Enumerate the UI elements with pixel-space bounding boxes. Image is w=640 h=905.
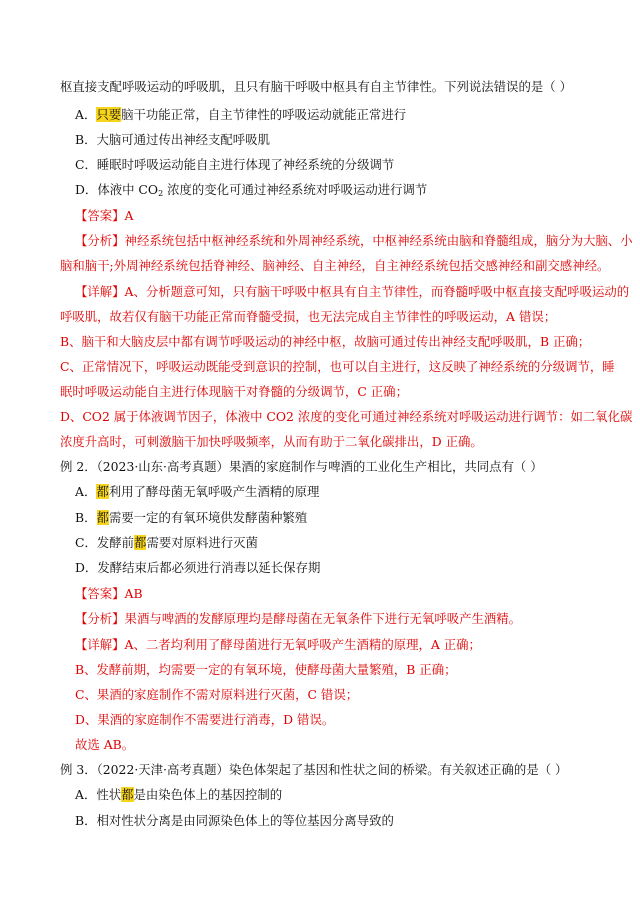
- q1-detail-line: B、脑干和大脑皮层中都有调节呼吸运动的神经中枢，故脑可通过传出神经支配呼吸肌，B 正确；: [60, 334, 591, 349]
- q1-detail-line: D、CO2 属于体液调节因子，体液中 CO2 浓度的变化可通过神经系统对呼吸运动进行调节：如二氧化碳: [60, 409, 633, 424]
- q3-option-a-text: 是由染色体上的基因控制的: [133, 787, 283, 802]
- q2-detail-line: C、果酒的家庭制作不需对原料进行灭菌，C 错误；: [75, 687, 359, 702]
- q1-detail-line: 浓度升高时，可刺激脑干加快呼吸频率，从而有助于二氧化碳排出，D 正确。: [60, 434, 483, 449]
- q1-option-c: C．睡眠时呼吸运动能自主进行体现了神经系统的分级调节: [75, 157, 395, 172]
- highlight-mark: 只要: [96, 107, 122, 122]
- q1-option-d: [75, 181, 427, 203]
- q1-stem-tail: 枢直接支配呼吸运动的呼吸肌，且只有脑干呼吸中枢具有自主节律性。下列说法错误的是（ ）: [60, 79, 572, 94]
- q2-detail-line: B、发酵前期，均需要一定的有氧环境，使酵母菌大量繁殖，B 正确；: [75, 662, 457, 677]
- q1-option-a-text: 脑干功能正常，自主节律性的呼吸运动就能正常进行: [121, 107, 407, 122]
- q2-option-c: [75, 534, 258, 552]
- q1-option-d-post: 浓度的变化可通过神经系统对呼吸运动进行调节: [163, 182, 428, 197]
- q2-option-a: [75, 483, 319, 501]
- q3-option-a: [75, 786, 282, 804]
- q3-option-a-pre: A．性状: [75, 787, 122, 802]
- q2-stem: 例 2．（2023·山东·高考真题）果酒的家庭制作与啤酒的工业化生产相比，共同点有（ ）: [60, 459, 543, 474]
- q2-option-a-text: 利用了酵母菌无氧呼吸产生酒精的原理: [108, 484, 320, 499]
- subscript-2: 2: [158, 189, 164, 198]
- q2-option-d: D．发酵结束后都必须进行消毒以延长保存期: [75, 560, 321, 575]
- q1-detail-line: 眠时呼吸运动能自主进行体现脑干对脊髓的分级调节，C 正确；: [60, 384, 408, 399]
- highlight-mark: 都: [121, 787, 134, 802]
- q1-analysis-line-1: 【分析】神经系统包括中枢神经系统和外周神经系统，中枢神经系统由脑和脊髓组成，脑分为大脑、小: [75, 233, 633, 248]
- highlight-mark: 都: [134, 535, 147, 550]
- q2-detail-line: 【详解】A、二者均利用了酵母菌进行无氧呼吸产生酒精的原理，A 正确；: [75, 637, 481, 652]
- q1-detail-line: C、正常情况下，呼吸运动既能受到意识的控制，也可以自主进行，这反映了神经系统的分级调节，睡: [60, 359, 615, 374]
- q2-option-c-pre: C．发酵前: [75, 535, 135, 550]
- q1-answer: 【答案】A: [75, 208, 134, 223]
- q1-option-d-pre: D．体液中 CO: [75, 182, 159, 197]
- q1-option-a-label: A．: [75, 107, 97, 122]
- q2-detail-line: D、果酒的家庭制作不需要进行消毒，D 错误。: [75, 712, 335, 727]
- q2-option-a-label: A．: [75, 484, 97, 499]
- highlight-mark: 都: [96, 484, 109, 499]
- q3-option-b: B．相对性状分离是由同源染色体上的等位基因分离导致的: [75, 813, 394, 828]
- q2-option-c-text: 需要对原料进行灭菌: [146, 535, 258, 550]
- q2-option-b-text: 需要一定的有氧环境供发酵菌种繁殖: [108, 510, 308, 525]
- q1-option-b: B．大脑可通过传出神经支配呼吸肌: [75, 132, 270, 147]
- q2-detail-line: 故选 AB。: [75, 737, 135, 752]
- q3-stem: 例 3．（2022·天津·高考真题）染色体架起了基因和性状之间的桥梁。有关叙述正确的是（ ）: [60, 762, 568, 777]
- q2-option-b: [75, 509, 307, 527]
- q1-detail-line: 呼吸肌，故若仅有脑干功能正常而脊髓受损，也无法完成自主节律性的呼吸运动，A 错误；: [60, 309, 557, 324]
- q1-detail-line: 【详解】A、分析题意可知，只有脑干呼吸中枢具有自主节律性，而脊髓呼吸中枢直接支配呼吸运动的: [75, 284, 630, 299]
- q2-analysis: 【分析】果酒与啤酒的发酵原理均是酵母菌在无氧条件下进行无氧呼吸产生酒精。: [75, 611, 522, 626]
- highlight-mark: 都: [96, 510, 109, 525]
- q2-answer: 【答案】AB: [75, 586, 143, 601]
- q1-analysis-line-2: 脑和脑干;外周神经系统包括脊神经、脑神经、自主神经，自主神经系统包括交感神经和副交感神经。: [60, 258, 610, 273]
- q1-option-a: [75, 106, 406, 124]
- q2-option-b-label: B．: [75, 510, 97, 525]
